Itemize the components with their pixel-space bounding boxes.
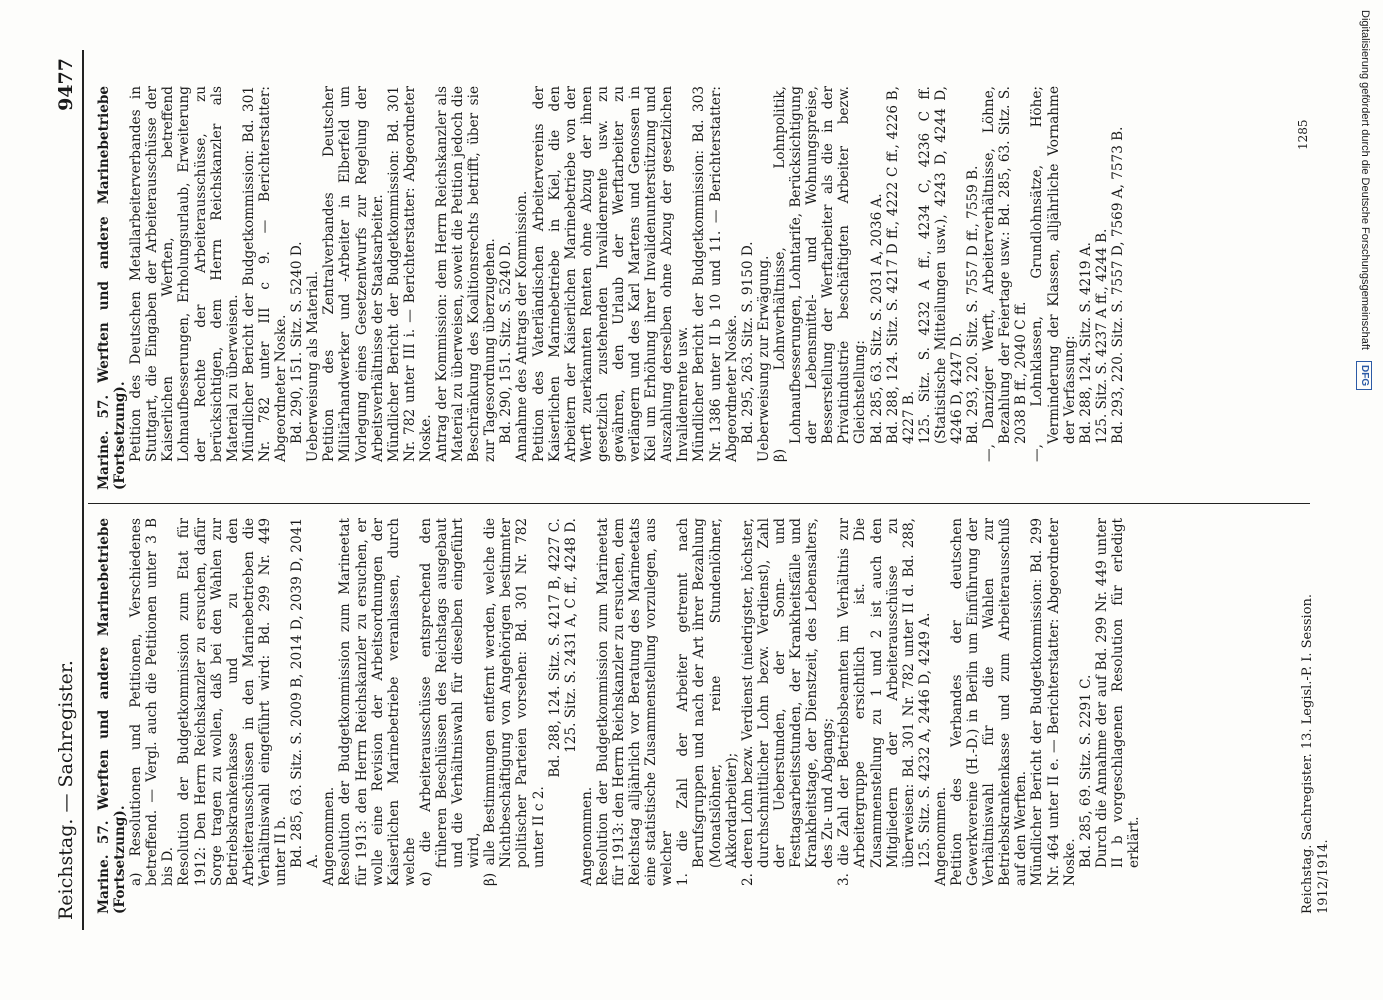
digitization-text: Digitalisierung gefördert durch die Deutsche Forschungsgemeinschaft [1359, 10, 1371, 350]
right-column [96, 86, 1126, 490]
running-head: Reichstag. — Sachregister. [55, 660, 77, 920]
index-entry: Angenommen. [578, 786, 595, 886]
index-entry: α) die Arbeiterausschüsse entsprechend den früheren Beschlüssen des Reichstags ausgebaut und die Verhältniswahl für dieselben eingeführt wird, [417, 518, 483, 886]
index-entry: Resolution der Budgetkommission zum Etat für 1912: Den Herrn Reichskanzler zu ersuchen, dafür Sorge tragen zu wollen, daß bei den Wahlen zur Betriebskrankenkasse und zu den Arbeiterausschüssen in den Marinebetrieben die Verhältniswahl eingeführt wird: Bd. 299 Nr. 449 unter II b. [176, 518, 290, 886]
index-entry: Bd. 290, 151. Sitz. S. 5240 D. [289, 241, 306, 444]
index-entry: Ueberweisung zur Erwägung. [755, 255, 772, 462]
index-entry: 1. die Zahl der Arbeiter getrennt nach Berufsgruppen und nach der Art ihrer Bezahlung (Monatslöhner, reine Stundenlöhner, Akkordarbeiter); [675, 518, 740, 886]
index-entry: Petition des Deutschen Metallarbeiterverbandes in Stuttgart, die Eingaben der Arbeiterausschüsse der Kaiserlichen Werften, betreffend Lohnaufbesserungen, Erholungsurlaub, Erweiterung der Rechte der Arbeiterausschüsse, zu berücksichtigen, dem Herrn Reichskanzler als Material zu überweisen. [128, 86, 241, 462]
index-entry: Bd. 288, 124. Sitz. S. 4217 D ff., 4222 C ff., 4226 B, 4227 B. [884, 86, 917, 444]
index-entry: Mündlicher Bericht der Budgetkommission: Bd. 301 Nr. 782 unter III i. — Berichterstatter: Abgeordneter Noske. [385, 86, 434, 462]
index-entry: 125. Sitz. S. 4237 A ff., 4244 B. [1093, 228, 1110, 444]
index-entry: Petition des Zentralverbandes Deutscher Militärhandwerker und -Arbeiter in Elberfeld um Vorlegung eines Gesetzentwurfs zur Regelung der Arbeitsverhältnisse der Staatsarbeiter. [321, 86, 386, 462]
index-entry: —, Lohnklassen, Grundlohnsätze, Höhe; Verminderung der Klassen, alljährliche Vornahme der Verfassung: [1029, 86, 1078, 462]
header-rule [82, 50, 84, 930]
index-entry: Resolution der Budgetkommission zum Marineetat für 1913: den Herrn Reichskanzler zu ersuchen, dem Reichstag alljährlich vor Beratung des Marineetats eine statistische Zusammenstellung vorzulegen, aus welcher [594, 518, 676, 886]
index-entry: 125. Sitz. S. 4232 A ff., 4234 C, 4236 C ff. (Statistische Mitteilungen usw.), 4243 D, 4244 D, 4246 D, 4247 D. [916, 86, 965, 444]
left-column [96, 518, 1142, 914]
index-entry: Annahme des Antrags der Kommission. [514, 190, 531, 462]
index-entry: Bd. 288, 124. Sitz. S. 4217 B, 4227 C. [546, 518, 563, 778]
index-entry: Marine. 57. Werften und andere Marinebetriebe (Fortsetzung). [96, 86, 129, 490]
index-entry: Mündlicher Bericht der Budgetkommission: Bd. 301 Nr. 782 unter III c 9. — Berichterstatter: Abgeordneter Noske. [240, 86, 290, 462]
index-entry: Bd. 288, 124. Sitz. S. 4219 A. [1077, 242, 1094, 444]
index-entry: Marine. 57. Werften und andere Marinebetriebe (Fortsetzung). [96, 518, 129, 914]
index-entry: Angenommen. [321, 786, 338, 886]
index-entry: Bd. 285, 69. Sitz. S. 2291 C. [1077, 674, 1094, 868]
index-entry: β) alle Bestimmungen entfernt werden, welche die Nichtbeschäftigung von Angehörigen bestimmter politischer Parteien vorsehen: Bd. 301 Nr. 782 unter II c 2. [482, 518, 547, 886]
index-entry: Mündlicher Bericht der Budgetkommission: Bd. 299 Nr. 464 unter II e. — Berichterstatter: Abgeordneter Noske. [1029, 518, 1078, 886]
index-entry: 3. die Zahl der Betriebsbeamten im Verhältnis zur Arbeitergruppe ersichtlich ist. Die Zusammenstellung zu 1 und 2 ist auch den Mitgliedern der Arbeiterausschüsse zu überweisen: Bd. 301 Nr. 782 unter II d. Bd. 288, 125. Sitz. S. 4232 A, 2446 D, 4249 A. [836, 518, 933, 886]
footer-signature: Reichstag. Sachregister. 13. Legisl.-P. I. Session. 1912/1914. [1300, 593, 1331, 914]
index-entry: Bd. 290, 151. Sitz. S. 5240 D. [498, 241, 515, 444]
index-entry: —, Danziger Werft, Arbeiterverhältnisse, Löhne, Bezahlung der Feiertage usw.: Bd. 285, 63. Sitz. S. 2038 B ff., 2040 C ff. [981, 86, 1030, 462]
index-entry: Durch die Annahme der auf Bd. 299 Nr. 449 unter II b vorgeschlagenen Resolution für erledigt erklärt. [1093, 518, 1142, 868]
index-entry: Petition des Verbandes der deutschen Gewerkvereine (H.-D.) in Berlin um Einführung der Verhältniswahl für die Wahlen zur Betriebskrankenkasse und zum Arbeiterausschuß auf den Werften. [948, 518, 1030, 886]
index-entry: Angenommen. [932, 786, 949, 886]
index-entry: a) Resolutionen und Petitionen, Verschiedenes betreffend. — Vergl. auch die Petitionen unter 3 B bis D. [128, 518, 177, 886]
index-entry: Antrag der Kommission: dem Herrn Reichskanzler als Material zu überweisen, soweit die Petition jedoch die Beschränkung des Koalitionsrechts betrifft, über sie zur Tagesordnung überzugehen. [433, 86, 499, 462]
index-entry: Bd. 285, 63. Sitz. S. 2009 B, 2014 D, 2039 D, 2041 A. [289, 518, 322, 868]
index-entry: Bd. 293, 220. Sitz. S. 7557 D ff., 7559 B. [965, 165, 982, 444]
digitization-note [1358, 10, 1372, 990]
index-entry: Mündlicher Bericht der Budgetkommission: Bd. 303 Nr. 1386 unter II b 10 und 11. — Berichterstatter: Abgeordneter Noske. [691, 86, 740, 462]
index-entry: Bd. 293, 220. Sitz. S. 7557 D, 7569 A, 7573 B. [1109, 126, 1126, 444]
index-entry: 125. Sitz. S. 2431 A, C ff., 4248 D. [562, 518, 579, 753]
index-entry: Resolution der Budgetkommission zum Marineetat für 1913: den Herrn Reichskanzler zu ersuchen, er wolle eine Revision der Arbeitsordnungen der Kaiserlichen Marinebetriebe veranlassen, durch welche [337, 518, 418, 886]
index-entry: Bd. 285, 63. Sitz. S. 2031 A, 2036 A. [868, 193, 885, 444]
column-divider [88, 503, 1310, 504]
index-entry: Ueberweisung als Material. [305, 270, 322, 462]
index-entry: Petition des Vaterländischen Arbeitervereins der Kaiserlichen Marinebetriebe in Kiel, die den Arbeitern der Kaiserlichen Marinebetriebe von der Werft zuerkannten Renten ohne Abzug der ihnen gesetzlich zustehenden Invalidenrente usw. zu gewähren, den Urlaub der Werftarbeiter zu verlängern und des Karl Martens und Genossen in Kiel um Erhöhung ihrer Invalidenunterstützung und Auszahlung derselben ohne Abzug der gesetzlichen Invalidenrente usw. [530, 86, 692, 462]
page-number: 9477 [55, 58, 77, 111]
index-entry: β) Lohnverhältnisse, Lohnpolitik, Lohnaufbesserungen, Lohntarife, Berücksichtigung der Lebensmittel- und Wohnungspreise, Besserstellung der Werftarbeiter als die in der Privatindustrie beschäftigten Arbeiter bezw. Gleichstellung: [771, 86, 869, 462]
index-entry: 2. deren Lohn bezw. Verdienst (niedrigster, höchster, durchschnittlicher Lohn bezw. Verdienst), Zahl der Ueberstunden, der Sonn- und Festtagsarbeitsstunden, der Krankheitsfälle und Krankheitstage, der Dienstzeit, des Lebensalters, des Zu- und Abgangs; [739, 518, 837, 886]
footer-sheet-number: 1285 [1296, 119, 1310, 150]
dfg-logo: DFG [1356, 361, 1372, 390]
index-entry: Bd. 295, 263. Sitz. S. 9150 D. [739, 241, 756, 444]
